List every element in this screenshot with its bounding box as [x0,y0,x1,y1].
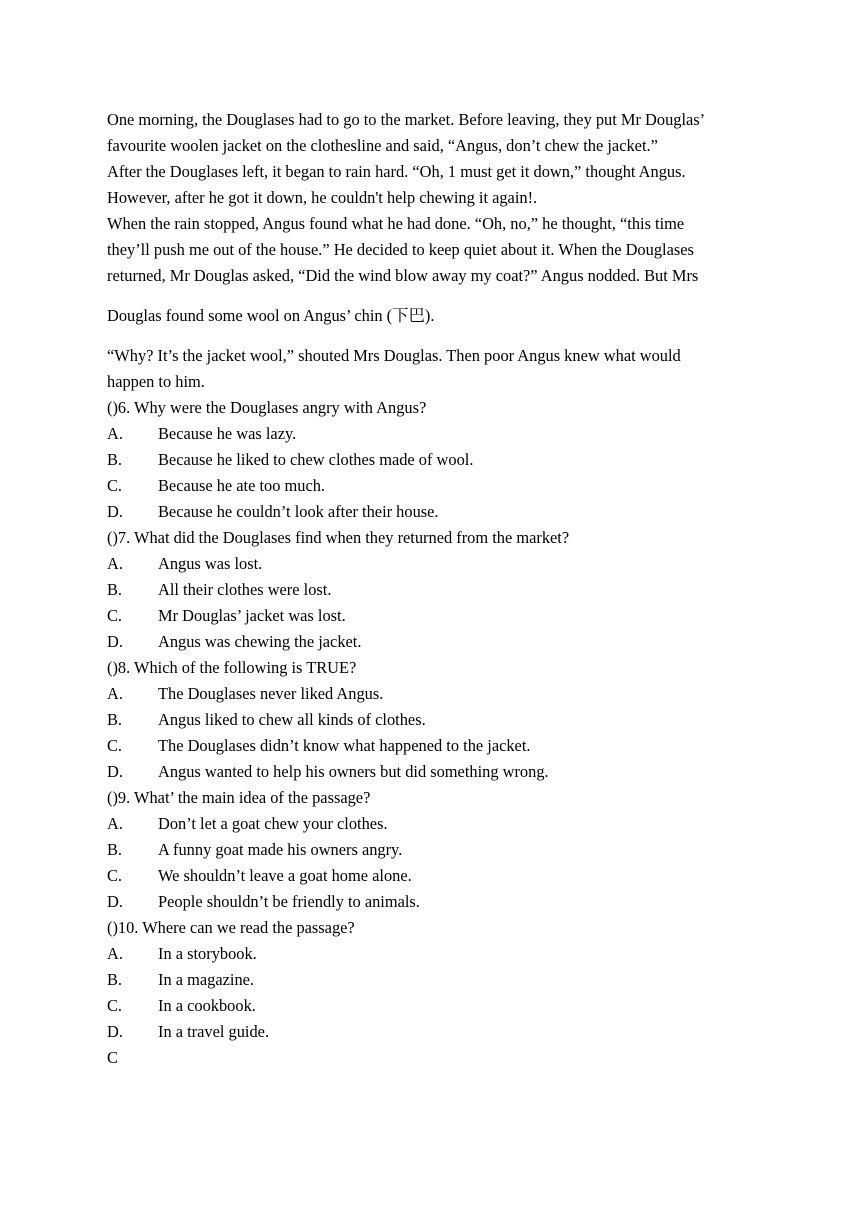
document-page [107,107,757,1071]
option-text: Angus wanted to help his owners but did something wrong. [158,762,549,781]
question-stem: ()10. Where can we read the passage? [107,918,355,937]
answer-option [107,707,757,733]
option-letter: D. [107,762,123,781]
question-9 [107,785,757,915]
passage-line: Douglas found some wool on Angus’ chin (下巴). [107,306,435,325]
option-letter: D. [107,1022,123,1041]
question-7 [107,525,757,655]
passage-line: favourite woolen jacket on the clothesline and said, “Angus, don’t chew the jacket.” [107,136,658,155]
option-text: A funny goat made his owners angry. [158,840,403,859]
option-text: Mr Douglas’ jacket was lost. [158,606,346,625]
answer-option [107,629,757,655]
question-10 [107,915,757,1045]
answer-option [107,603,757,629]
option-text: The Douglases didn’t know what happened to the jacket. [158,736,531,755]
answer-option [107,421,757,447]
option-text: In a magazine. [158,970,255,989]
option-text: Because he couldn’t look after their house. [158,502,439,521]
option-text: Because he ate too much. [158,476,326,495]
option-text: Don’t let a goat chew your clothes. [158,814,388,833]
option-letter: D. [107,502,123,521]
option-letter: C. [107,866,123,885]
answer-option [107,967,757,993]
option-letter: C. [107,606,123,625]
question-stem: ()8. Which of the following is TRUE? [107,658,357,677]
option-text: In a storybook. [158,944,257,963]
answer-option [107,733,757,759]
answer-option [107,993,757,1019]
passage-line: One morning, the Douglases had to go to the market. Before leaving, they put Mr Douglas’ [107,110,706,129]
answer-option [107,811,757,837]
answer-option [107,837,757,863]
option-text: Angus was lost. [158,554,263,573]
question-stem: ()9. What’ the main idea of the passage? [107,788,371,807]
option-letter: D. [107,632,123,651]
answer-option [107,863,757,889]
option-text: We shouldn’t leave a goat home alone. [158,866,412,885]
option-letter: A. [107,944,123,963]
answer-option [107,577,757,603]
passage-line: After the Douglases left, it began to rain hard. “Oh, 1 must get it down,” thought Angus. [107,162,686,181]
option-letter: A. [107,684,123,703]
passage-line: they’ll push me out of the house.” He decided to keep quiet about it. When the Douglases [107,240,694,259]
passage-line: returned, Mr Douglas asked, “Did the wind blow away my coat?” Angus nodded. But Mrs [107,266,699,285]
answer-option [107,551,757,577]
option-text: Because he was lazy. [158,424,297,443]
option-text: People shouldn’t be friendly to animals. [158,892,420,911]
option-text: Because he liked to chew clothes made of wool. [158,450,474,469]
question-stem: ()7. What did the Douglases find when they returned from the market? [107,528,570,547]
option-text: In a travel guide. [158,1022,270,1041]
option-letter: C. [107,996,123,1015]
answer-option [107,681,757,707]
answer-option [107,1019,757,1045]
option-text: Angus was chewing the jacket. [158,632,362,651]
passage-line: “Why? It’s the jacket wool,” shouted Mrs Douglas. Then poor Angus knew what would [107,346,681,365]
option-letter: A. [107,814,123,833]
answer-key: C [107,1048,118,1067]
question-stem: ()6. Why were the Douglases angry with Angus? [107,398,427,417]
answer-option [107,889,757,915]
option-letter: B. [107,450,123,469]
option-letter: B. [107,970,123,989]
option-letter: B. [107,710,123,729]
answer-option [107,759,757,785]
option-letter: C. [107,736,123,755]
passage-line: happen to him. [107,372,205,391]
passage-line: However, after he got it down, he couldn't help chewing it again!. [107,188,538,207]
answer-option [107,499,757,525]
question-6 [107,395,757,525]
option-text: All their clothes were lost. [158,580,332,599]
option-text: In a cookbook. [158,996,256,1015]
option-letter: C. [107,476,123,495]
option-letter: A. [107,424,123,443]
option-text: Angus liked to chew all kinds of clothes. [158,710,426,729]
passage-line: When the rain stopped, Angus found what he had done. “Oh, no,” he thought, “this time [107,214,685,233]
option-letter: D. [107,892,123,911]
option-letter: A. [107,554,123,573]
option-text: The Douglases never liked Angus. [158,684,384,703]
reading-passage [107,107,757,395]
question-8 [107,655,757,785]
option-letter: B. [107,840,123,859]
answer-option [107,473,757,499]
option-letter: B. [107,580,123,599]
answer-option [107,941,757,967]
answer-option [107,447,757,473]
